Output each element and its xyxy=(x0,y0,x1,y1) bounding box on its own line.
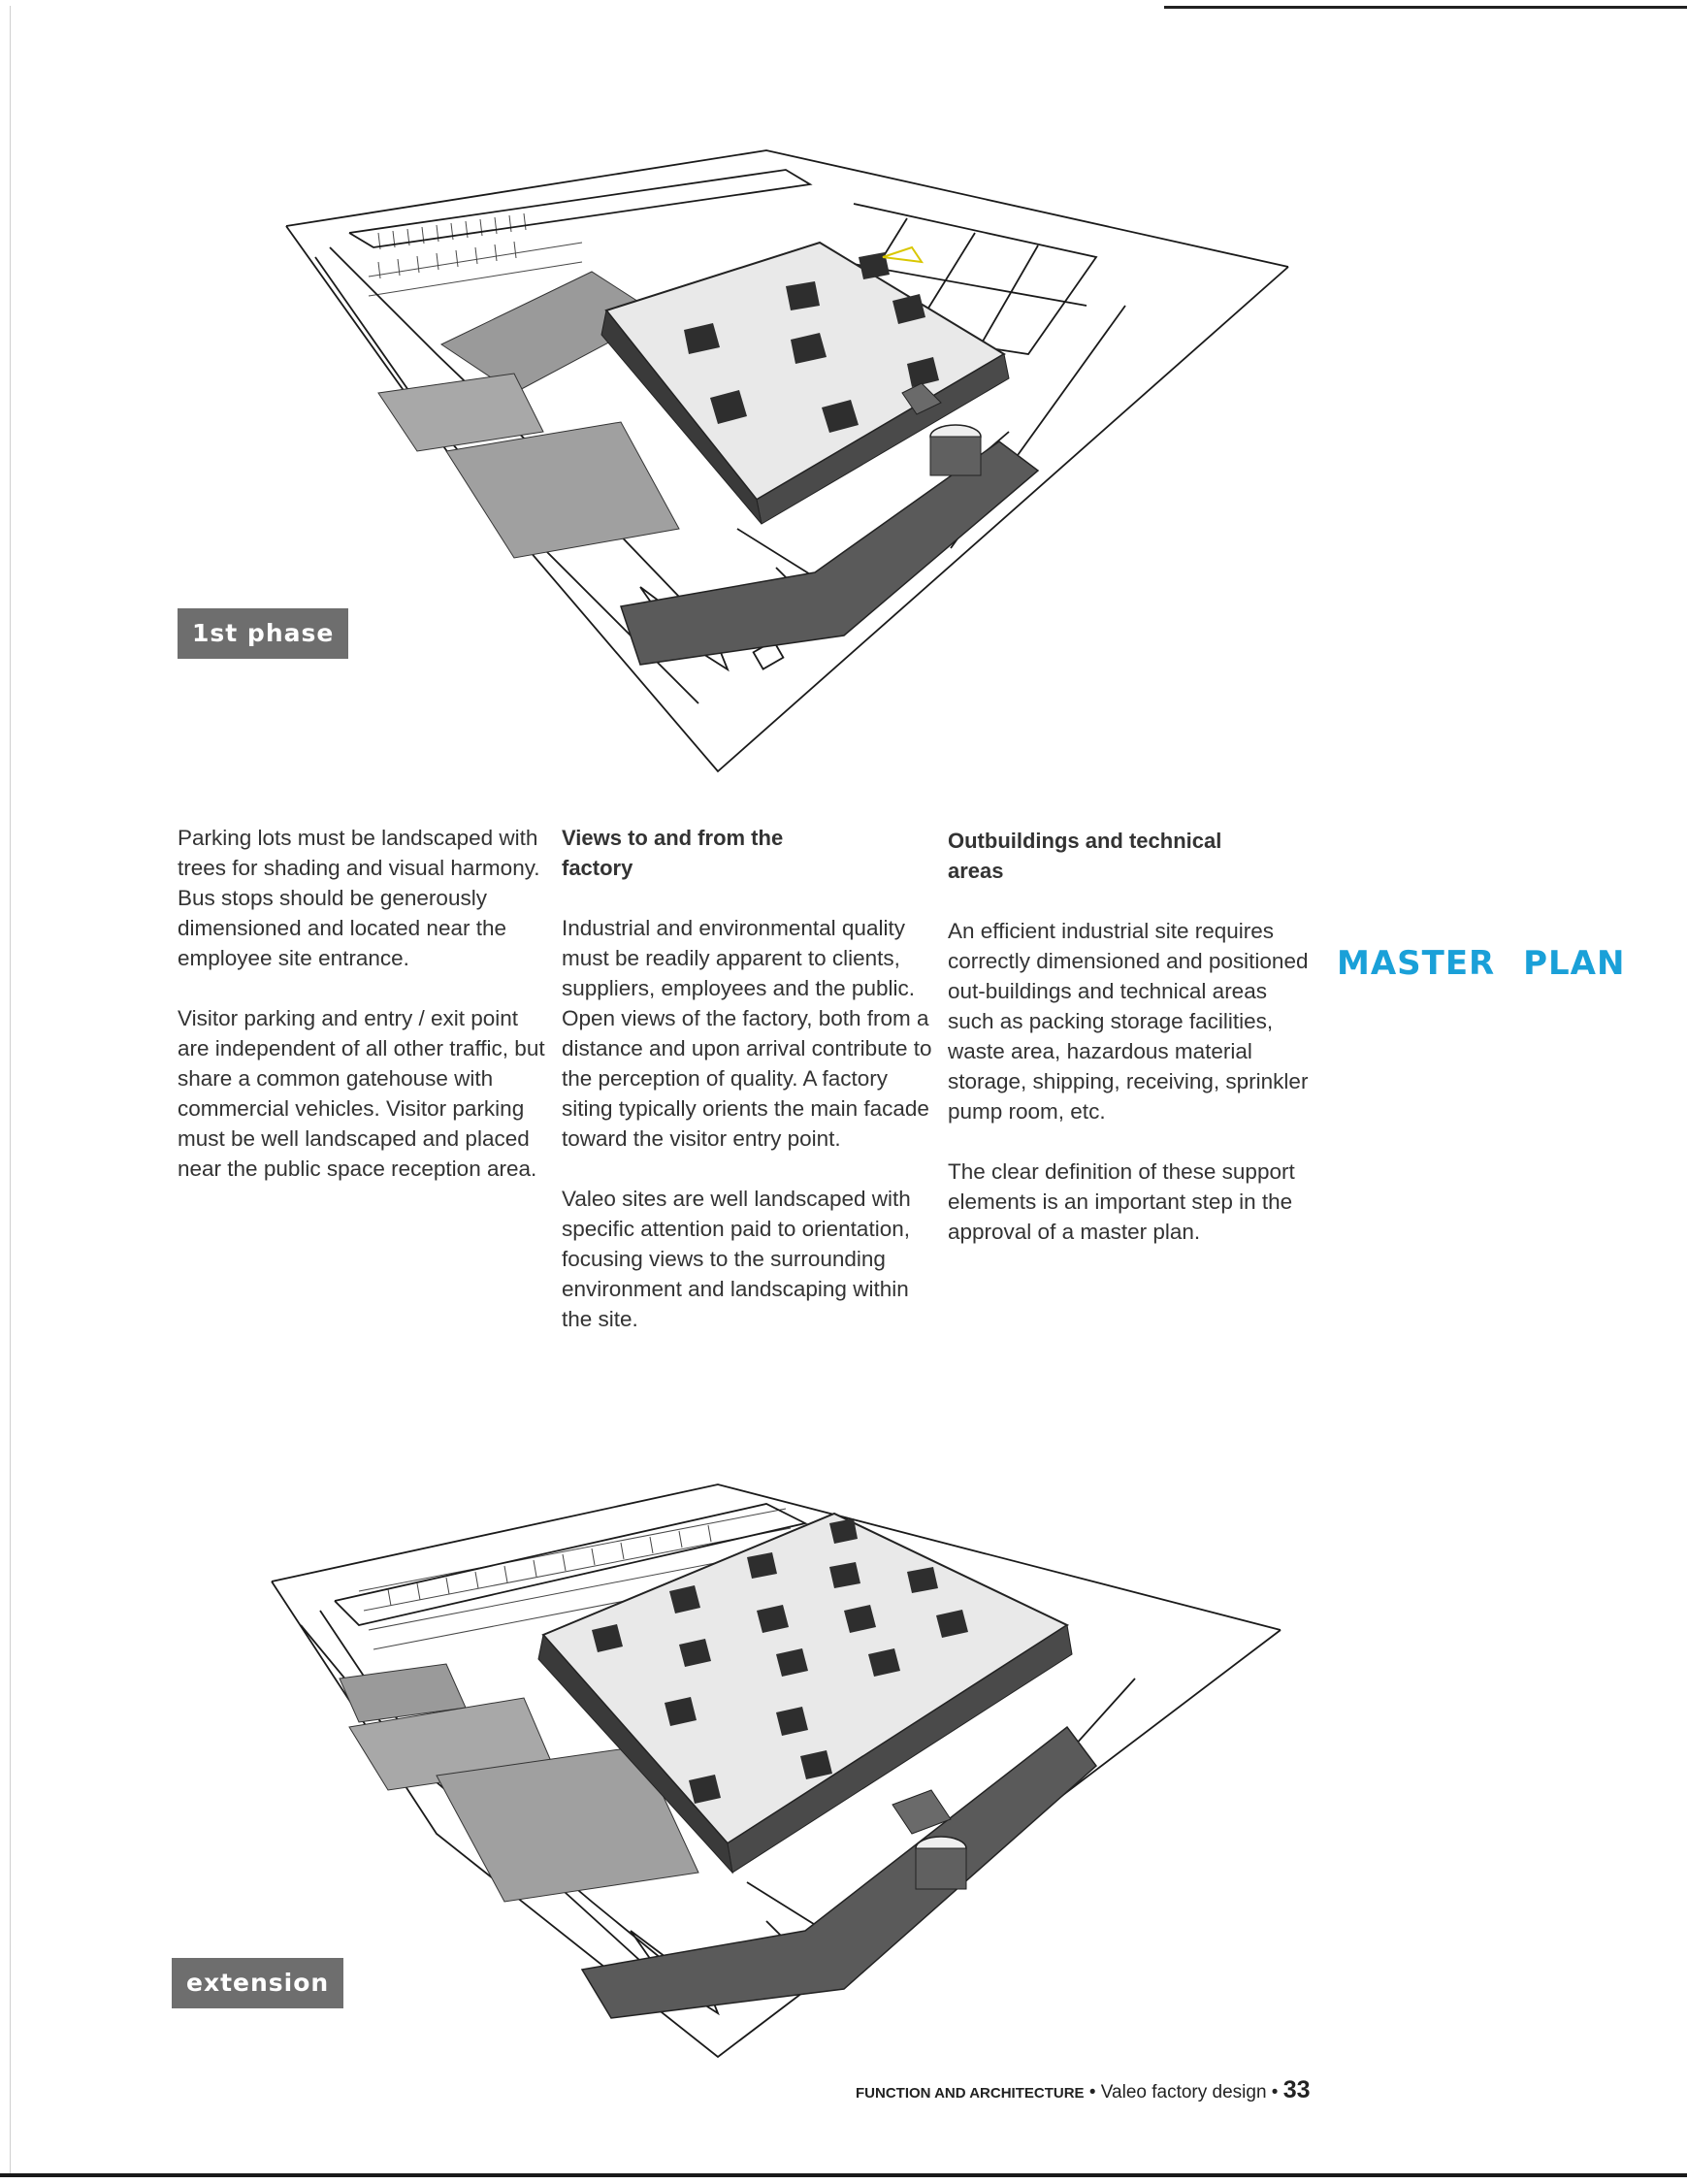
site-boundary-top xyxy=(286,150,1288,267)
extension-label: extension xyxy=(172,1958,343,2008)
site-plan-phase1 xyxy=(272,141,1319,781)
phase1-label: 1st phase xyxy=(178,608,348,659)
footer-separator-1: • xyxy=(1084,2082,1101,2103)
site-plan-phase1-svg xyxy=(272,141,1319,781)
parking-strip-outline xyxy=(349,170,810,247)
footer-separator-2: • xyxy=(1266,2082,1283,2103)
footer-title: Valeo factory design xyxy=(1100,2082,1267,2103)
footer-section: FUNCTION AND ARCHITECTURE xyxy=(856,2085,1085,2102)
bottom-rule xyxy=(0,2173,1687,2177)
page-footer xyxy=(856,2076,1311,2104)
views-paragraph-2: Valeo sites are well landscaped with specific attention paid to orientation, focusing views to the surrounding environment and landscaping within the site. xyxy=(562,1187,911,1331)
site-plan-extension xyxy=(262,1446,1310,2067)
parking-paragraph-2: Visitor parking and entry / exit point are independent of all other traffic, but share a common gatehouse with commercial vehicles. Visitor parking must be well landscaped and placed near the public space reception area. xyxy=(178,1006,545,1181)
outbuildings-paragraph-2: The clear definition of these support elements is an important step in the approval of a master plan. xyxy=(948,1159,1295,1244)
factory-building-phase1 xyxy=(378,243,1038,665)
column-parking xyxy=(178,823,546,1214)
factory-building-extension xyxy=(262,1446,1096,2067)
column-views xyxy=(562,823,935,1364)
page-number: 33 xyxy=(1282,2076,1311,2103)
outbuildings-paragraph-1: An efficient industrial site requires correctly dimensioned and positioned out-buildings and technical areas such as packing storage facilities, waste area, hazardous material storage, shipping, receiving, sprinkler pump room, etc. xyxy=(948,919,1309,1124)
section-title: MASTER PLAN xyxy=(1337,944,1626,983)
left-margin-line xyxy=(10,6,11,2174)
parking-paragraph-1: Parking lots must be landscaped with trees for shading and visual harmony. Bus stops should be generously dimensioned and located near the employee site entrance. xyxy=(178,826,540,970)
outbuildings-heading: Outbuildings and technical areas xyxy=(948,829,1222,883)
column-outbuildings xyxy=(948,826,1316,1277)
top-rule xyxy=(1164,6,1687,9)
views-paragraph-1: Industrial and environmental quality must be readily apparent to clients, suppliers, employees and the public. Open views of the factory, both from a distance and upon arrival contribute to the perception of quality. A factory siting typically orients the main facade toward the visitor entry point. xyxy=(562,916,932,1151)
site-plan-extension-svg xyxy=(262,1446,1310,2067)
views-heading: Views to and from the factory xyxy=(562,826,784,880)
